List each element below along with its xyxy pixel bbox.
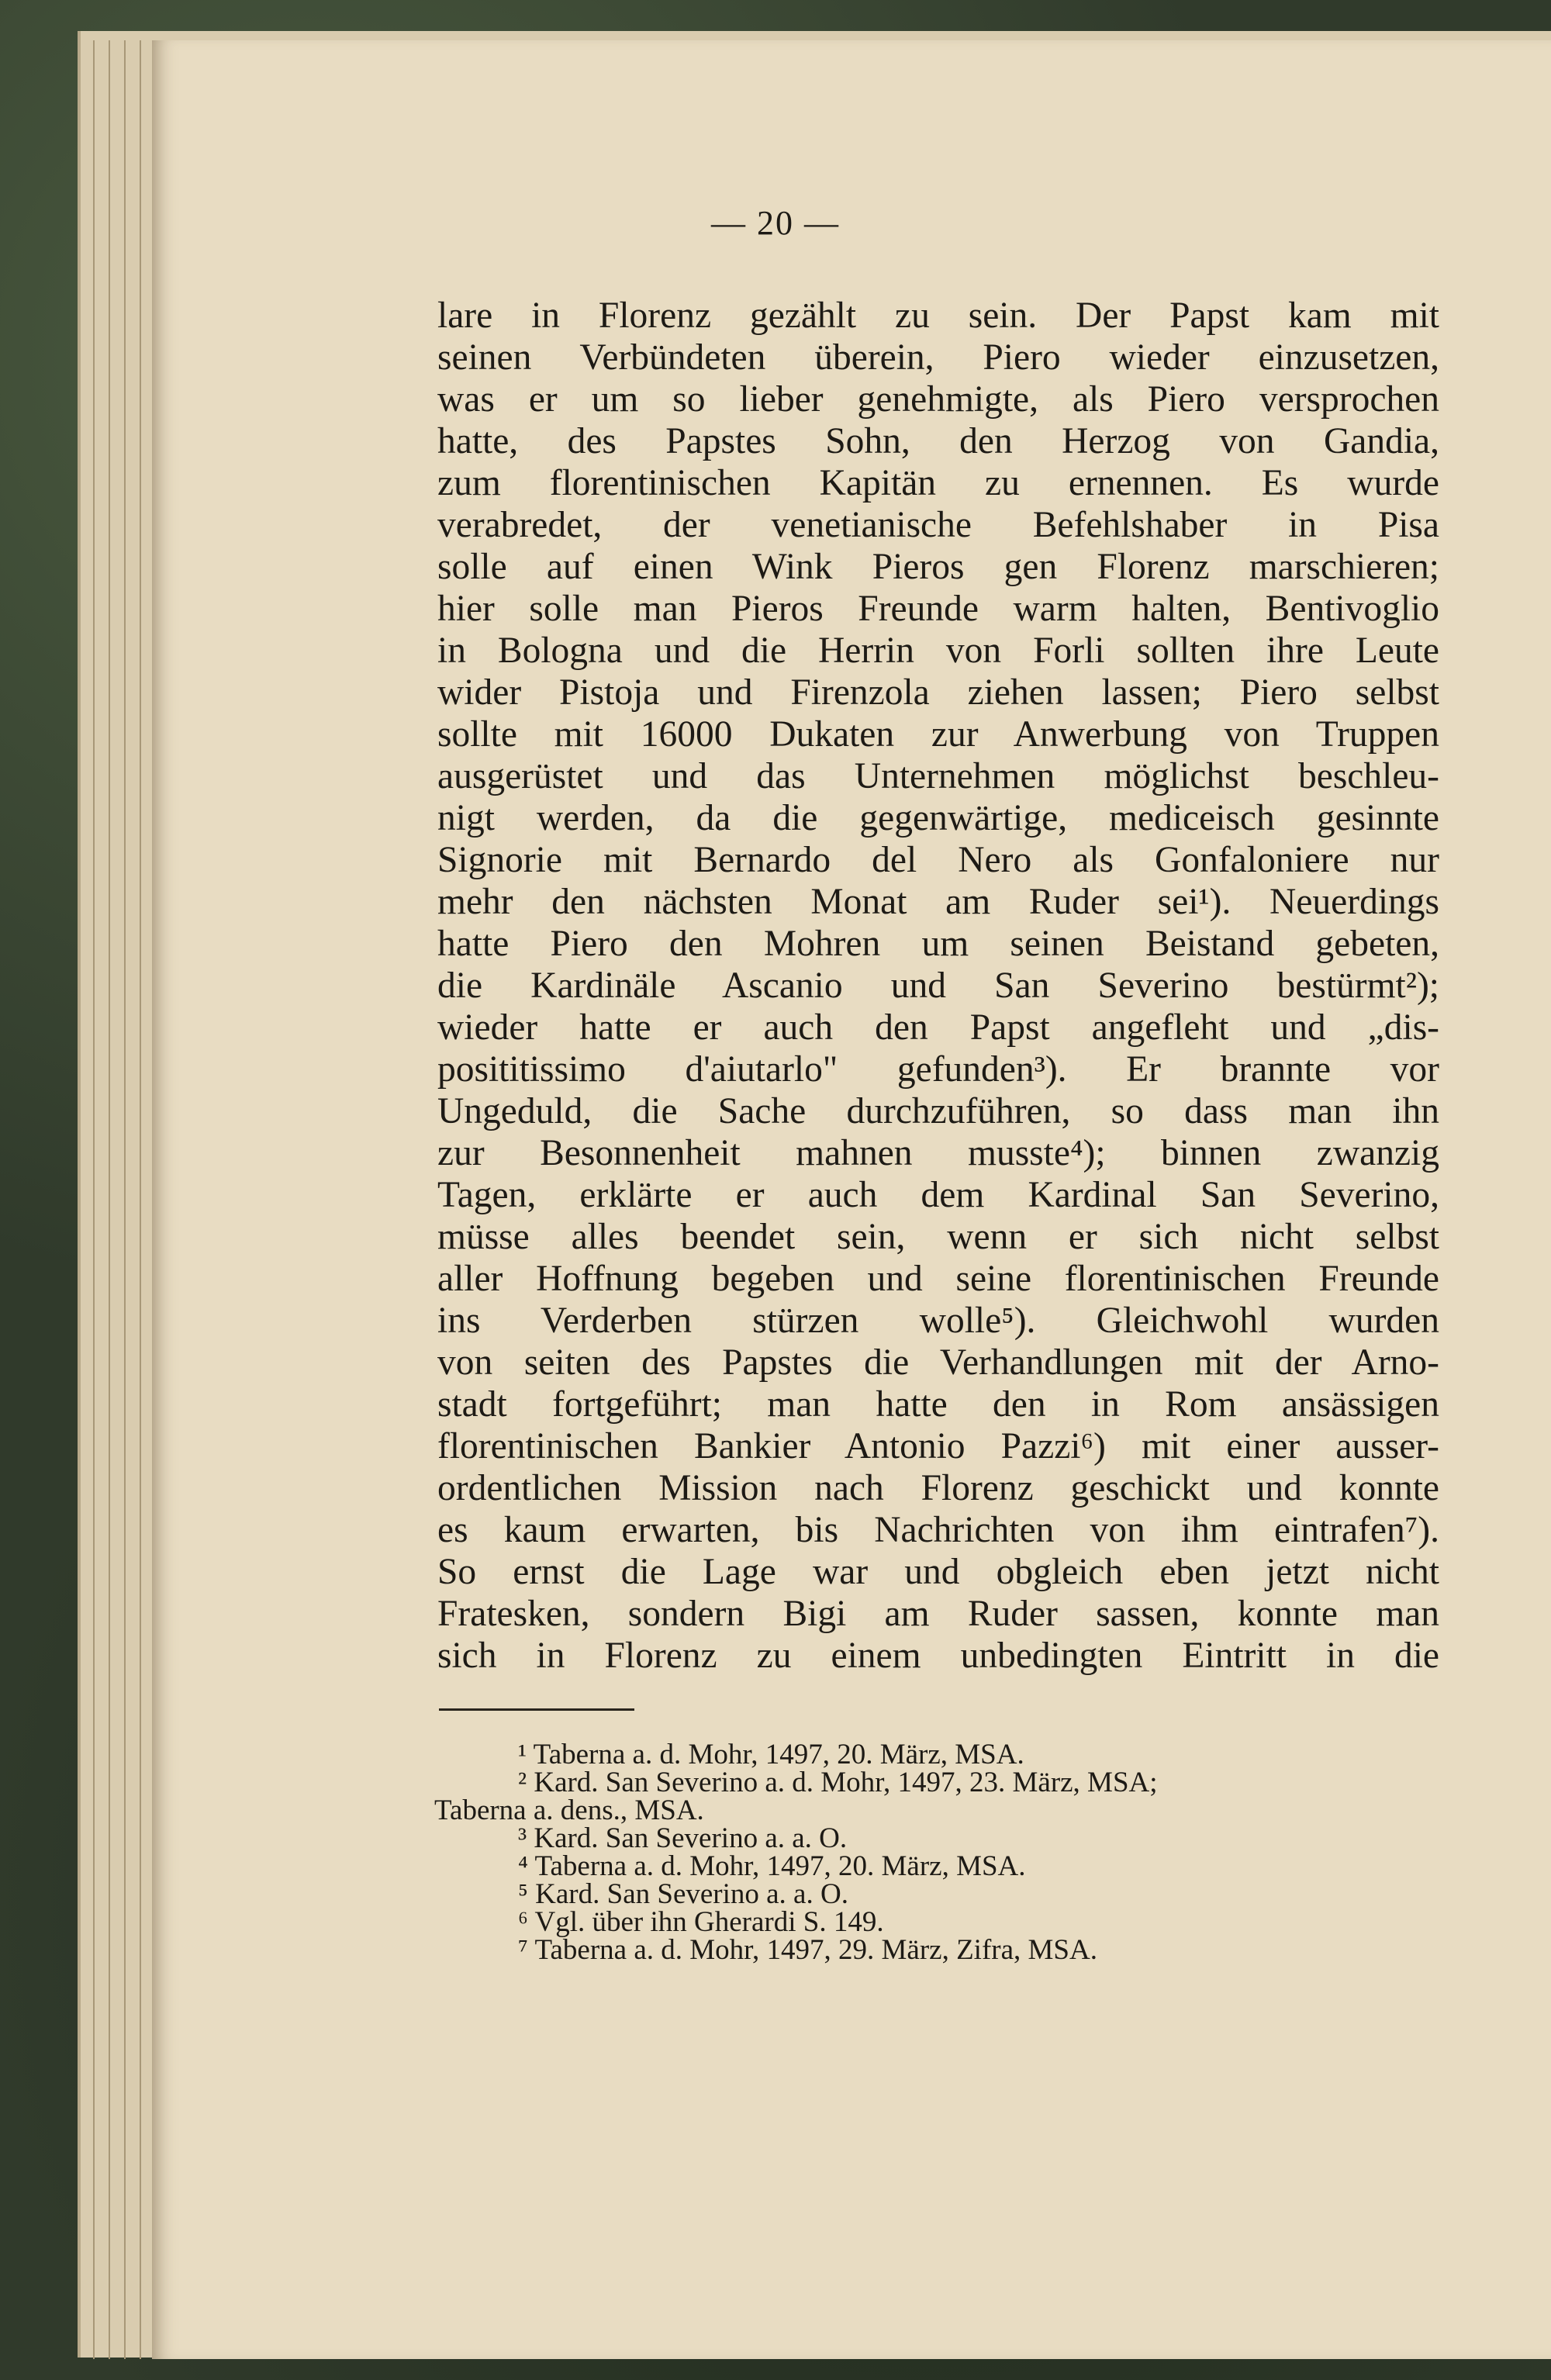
footnote-5: ⁵ Kard. San Severino a. a. O. — [518, 1878, 848, 1910]
text-line: ausgerüstet und das Unternehmen möglichst beschleu- — [437, 756, 1439, 796]
text-line: seinen Verbündeten überein, Piero wieder einzusetzen, — [437, 337, 1439, 378]
text-line: zur Besonnenheit mahnen musste⁴); binnen zwanzig — [437, 1133, 1439, 1173]
footnote-4: ⁴ Taberna a. d. Mohr, 1497, 20. März, MSA. — [518, 1850, 1026, 1882]
text-line: von seiten des Papstes die Verhandlungen mit der Arno- — [437, 1342, 1439, 1383]
text-line: sich in Florenz zu einem unbedingten Eintritt in die — [437, 1636, 1439, 1676]
page-edge-line — [140, 40, 141, 2359]
text-line: Fratesken, sondern Bigi am Ruder sassen, konnte man — [437, 1594, 1439, 1634]
text-line: müsse alles beendet sein, wenn er sich nicht selbst — [437, 1217, 1439, 1257]
text-line: hatte, des Papstes Sohn, den Herzog von Gandia, — [437, 421, 1439, 461]
footnotes — [434, 1741, 1442, 1964]
footnote-3: ³ Kard. San Severino a. a. O. — [518, 1822, 848, 1854]
page-edge-line — [93, 40, 95, 2359]
text-line: wieder hatte er auch den Papst angefleht und „dis- — [437, 1007, 1439, 1048]
footnote-separator — [439, 1708, 634, 1711]
text-line: nigt werden, da die gegenwärtige, mediceisch gesinnte — [437, 798, 1439, 838]
text-line: es kaum erwarten, bis Nachrichten von ihm eintrafen⁷). — [437, 1510, 1439, 1550]
text-line: posititissimo d'aiutarlo" gefunden³). Er brannte vor — [437, 1049, 1439, 1090]
text-line: in Bologna und die Herrin von Forli sollten ihre Leute — [437, 630, 1439, 671]
page-number: — 20 — — [711, 204, 840, 242]
footnote-6: ⁶ Vgl. über ihn Gherardi S. 149. — [518, 1906, 884, 1938]
text-line: die Kardinäle Ascanio und San Severino bestürmt²); — [437, 965, 1439, 1006]
text-line: zum florentinischen Kapitän zu ernennen. Es wurde — [437, 463, 1439, 503]
text-line: verabredet, der venetianische Befehlshaber in Pisa — [437, 505, 1439, 545]
text-line: ordentlichen Mission nach Florenz geschickt und konnte — [437, 1468, 1439, 1508]
text-line: stadt fortgeführt; man hatte den in Rom ansässigen — [437, 1384, 1439, 1425]
page-edge-line — [124, 40, 126, 2359]
footnote-7: ⁷ Taberna a. d. Mohr, 1497, 29. März, Zifra, MSA. — [518, 1934, 1097, 1966]
text-line: florentinischen Bankier Antonio Pazzi⁶) mit einer ausser- — [437, 1426, 1439, 1466]
footnote-2-continuation: Taberna a. dens., MSA. — [434, 1794, 704, 1826]
text-line: So ernst die Lage war und obgleich eben jetzt nicht — [437, 1552, 1439, 1592]
text-line: hier solle man Pieros Freunde warm halten, Bentivoglio — [437, 589, 1439, 629]
text-line: solle auf einen Wink Pieros gen Florenz marschieren; — [437, 547, 1439, 587]
text-line: wider Pistoja und Firenzola ziehen lassen; Piero selbst — [437, 672, 1439, 713]
footnote-2: ² Kard. San Severino a. d. Mohr, 1497, 23. März, MSA; — [518, 1767, 1158, 1798]
text-line: lare in Florenz gezählt zu sein. Der Papst kam mit — [437, 295, 1439, 336]
text-line: aller Hoffnung begeben und seine florentinischen Freunde — [437, 1259, 1439, 1299]
text-line: mehr den nächsten Monat am Ruder sei¹). Neuerdings — [437, 882, 1439, 922]
text-line: hatte Piero den Mohren um seinen Beistand gebeten, — [437, 924, 1439, 964]
footnote-1: ¹ Taberna a. d. Mohr, 1497, 20. März, MSA. — [518, 1739, 1024, 1770]
page-edge-line — [109, 40, 110, 2359]
text-line: Ungeduld, die Sache durchzuführen, so dass man ihn — [437, 1091, 1439, 1131]
text-line: was er um so lieber genehmigte, als Piero versprochen — [437, 379, 1439, 420]
text-line: sollte mit 16000 Dukaten zur Anwerbung von Truppen — [437, 714, 1439, 755]
text-line: Signorie mit Bernardo del Nero als Gonfaloniere nur — [437, 840, 1439, 880]
text-line: Tagen, erklärte er auch dem Kardinal San Severino, — [437, 1175, 1439, 1215]
body-text — [437, 295, 1439, 1677]
text-line: ins Verderben stürzen wolle⁵). Gleichwohl wurden — [437, 1301, 1439, 1341]
